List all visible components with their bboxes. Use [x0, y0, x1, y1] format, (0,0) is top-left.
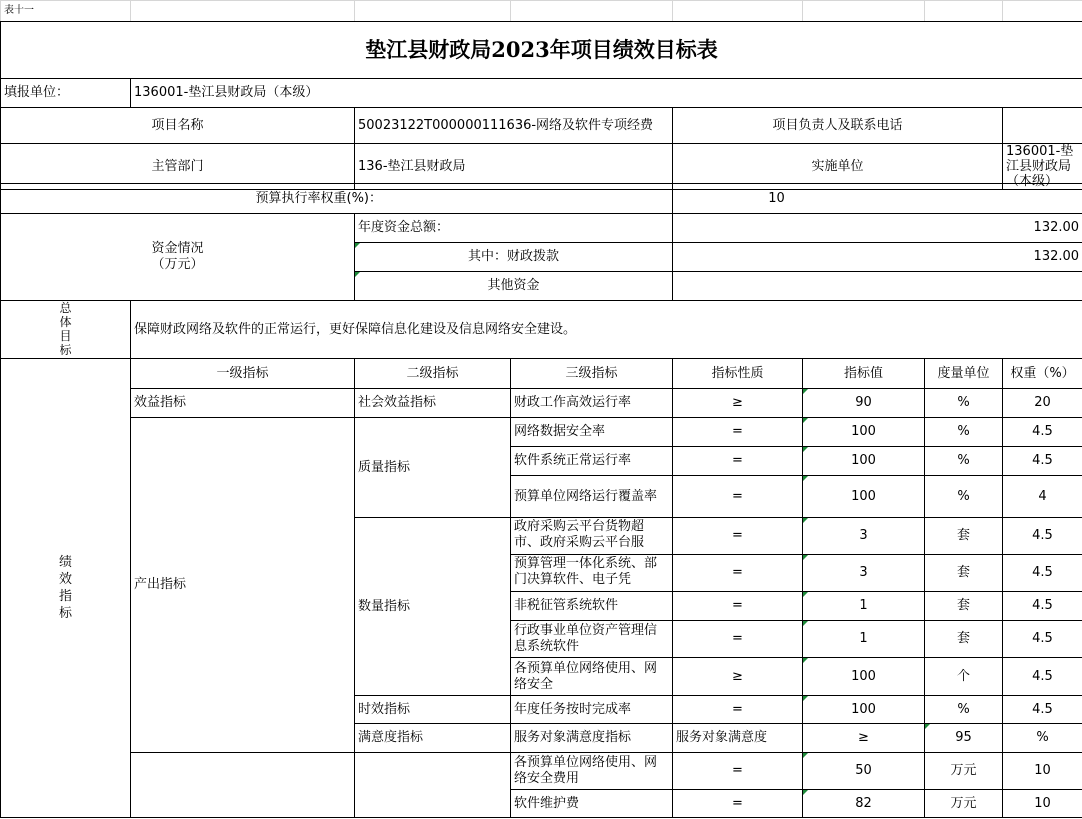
funds-label — [1, 214, 355, 301]
overall-goal-row — [1, 301, 1082, 359]
funds-annual-row — [1, 214, 1082, 243]
level3-cell: 行政事业单位资产管理信息系统软件 — [511, 621, 673, 658]
level3-cell: 财政工作高效运行率 — [511, 389, 673, 418]
fill-unit-row — [1, 79, 1082, 108]
header-level2: 二级指标 — [355, 359, 511, 389]
value-cell: 3 — [803, 555, 925, 592]
table-row — [1, 389, 1082, 418]
weight-cell: 4.5 — [1003, 592, 1082, 621]
title-row — [1, 22, 1082, 79]
sheet-tag: 表十一 — [1, 1, 131, 22]
indicator-header-row — [1, 359, 1082, 389]
unit-cell: % — [925, 696, 1003, 724]
header-nature: 指标性质 — [673, 359, 803, 389]
value-cell: 1 — [803, 621, 925, 658]
funds-annual-value: 132.00 — [673, 214, 1082, 243]
value-cell: 82 — [803, 790, 925, 818]
weight-cell: 4.5 — [1003, 696, 1082, 724]
perf-indicator-label — [1, 359, 131, 818]
level2-empty — [355, 753, 511, 818]
budget-rate-value: 10 — [673, 184, 1082, 214]
budget-rate-label: 预算执行率权重(%)： — [1, 184, 673, 214]
value-cell: 100 — [803, 447, 925, 476]
overall-goal-label-text: 总体目标 — [59, 301, 72, 357]
page-title: 垫江县财政局2023年项目绩效目标表 — [1, 22, 1082, 79]
nature-cell: = — [673, 790, 803, 818]
funds-other-label: 其他资金 — [355, 272, 673, 301]
value-cell: 100 — [803, 658, 925, 696]
nature-cell: = — [673, 753, 803, 790]
unit-cell: 套 — [925, 555, 1003, 592]
funds-finance-value: 132.00 — [673, 243, 1082, 272]
table-row — [1, 418, 1082, 447]
header-level3: 三级指标 — [511, 359, 673, 389]
budget-rate-row — [1, 184, 1082, 214]
value-cell: 100 — [803, 696, 925, 724]
unit-cell: % — [925, 447, 1003, 476]
weight-cell: 4.5 — [1003, 658, 1082, 696]
level3-cell: 非税征管系统软件 — [511, 592, 673, 621]
level2-timeliness: 时效指标 — [355, 696, 511, 724]
header-level1: 一级指标 — [131, 359, 355, 389]
unit-cell: 套 — [925, 592, 1003, 621]
nature-cell: = — [673, 447, 803, 476]
nature-cell: = — [673, 555, 803, 592]
level3-text: 政府采购云平台货物超市、政府采购云平台服 — [514, 519, 645, 550]
table-row — [1, 753, 1082, 790]
funds-finance-label: 其中：财政拨款 — [355, 243, 673, 272]
level1-empty — [131, 753, 355, 818]
unit-cell: % — [925, 389, 1003, 418]
unit-cell: % — [1003, 724, 1082, 753]
unit-cell: % — [925, 476, 1003, 518]
value-cell: 3 — [803, 518, 925, 555]
level3-cell: 年度任务按时完成率 — [511, 696, 673, 724]
overall-goal-text: 保障财政网络及软件的正常运行，更好保障信息化建设及信息网络安全建设。 — [131, 301, 1082, 359]
fill-unit-label: 填报单位： — [1, 79, 131, 108]
value-cell: 1 — [803, 592, 925, 621]
level3-cell — [511, 518, 673, 555]
overall-goal-table — [0, 300, 1082, 359]
level1-output: 产出指标 — [131, 418, 355, 753]
funds-other-value — [673, 272, 1082, 301]
nature-cell: = — [673, 476, 803, 518]
weight-cell: 4.5 — [1003, 621, 1082, 658]
project-name-label: 项目名称 — [1, 108, 355, 144]
unit-cell: 套 — [925, 621, 1003, 658]
project-name-row — [1, 108, 1082, 144]
level3-cell: 各预算单位网络使用、网络安全 — [511, 658, 673, 696]
unit-cell: % — [925, 418, 1003, 447]
project-name-value: 50023122T000000111636-网络及软件专项经费 — [355, 108, 673, 144]
perf-indicator-label-text: 绩效指标 — [59, 555, 73, 621]
performance-table-body — [0, 183, 1082, 301]
header-value: 指标值 — [803, 359, 925, 389]
level3-cell: 软件系统正常运行率 — [511, 447, 673, 476]
weight-cell: 4.5 — [1003, 418, 1082, 447]
nature-cell: = — [673, 418, 803, 447]
nature-cell: ≥ — [673, 658, 803, 696]
nature-cell: = — [673, 696, 803, 724]
level2-quality: 质量指标 — [355, 418, 511, 518]
level3-cell: 服务对象满意度 — [673, 724, 803, 753]
level1-satisfaction: 满意度指标 — [355, 724, 511, 753]
dept-label: 主管部门 — [1, 144, 355, 190]
level3-cell: 各预算单位网络使用、网络安全费用 — [511, 753, 673, 790]
nature-cell: = — [673, 621, 803, 658]
header-weight: 权重（%） — [1003, 359, 1082, 389]
value-cell: 50 — [803, 753, 925, 790]
weight-cell: 4.5 — [1003, 555, 1082, 592]
level2-quantity: 数量指标 — [355, 518, 511, 696]
level3-cell: 软件维护费 — [511, 790, 673, 818]
value-cell: 90 — [803, 389, 925, 418]
nature-cell: ≥ — [803, 724, 925, 753]
contact-label: 项目负责人及联系电话 — [673, 108, 1003, 144]
level2-service-satisfaction: 服务对象满意度指标 — [511, 724, 673, 753]
weight-cell: 4 — [1003, 476, 1082, 518]
weight-cell: 10 — [1003, 753, 1082, 790]
dept-value: 136-垫江县财政局 — [355, 144, 673, 190]
level3-text: 预算管理一体化系统、部门决算软件、电子凭 — [514, 556, 658, 587]
level3-cell: 网络数据安全率 — [511, 418, 673, 447]
contact-value — [1003, 108, 1082, 144]
unit-cell: 万元 — [925, 753, 1003, 790]
nature-cell: = — [673, 592, 803, 621]
nature-cell: ≥ — [673, 389, 803, 418]
level1-benefit: 效益指标 — [131, 389, 355, 418]
level2-social: 社会效益指标 — [355, 389, 511, 418]
fill-unit-value: 136001-垫江县财政局（本级） — [131, 79, 1082, 108]
performance-target-table — [0, 0, 1082, 190]
sheet-tag-row — [1, 1, 1082, 22]
unit-cell: 万元 — [925, 790, 1003, 818]
nature-cell: = — [673, 518, 803, 555]
impl-label: 实施单位 — [673, 144, 1003, 190]
funds-label-line1: 资金情况 — [151, 241, 204, 256]
funds-annual-label: 年度资金总额： — [355, 214, 673, 243]
weight-cell: 20 — [1003, 389, 1082, 418]
impl-value: 136001-垫江县财政局（本级） — [1003, 144, 1082, 190]
unit-cell: 套 — [925, 518, 1003, 555]
overall-goal-label — [1, 301, 131, 359]
value-cell: 95 — [925, 724, 1003, 753]
level3-cell — [511, 555, 673, 592]
weight-cell: 10 — [1003, 790, 1082, 818]
header-unit: 度量单位 — [925, 359, 1003, 389]
value-cell: 100 — [803, 476, 925, 518]
value-cell: 100 — [803, 418, 925, 447]
weight-cell: 4.5 — [1003, 447, 1082, 476]
level3-cell: 预算单位网络运行覆盖率 — [511, 476, 673, 518]
unit-cell: 个 — [925, 658, 1003, 696]
funds-label-line2: （万元） — [151, 257, 204, 272]
indicator-table — [0, 358, 1082, 818]
weight-cell: 4.5 — [1003, 518, 1082, 555]
